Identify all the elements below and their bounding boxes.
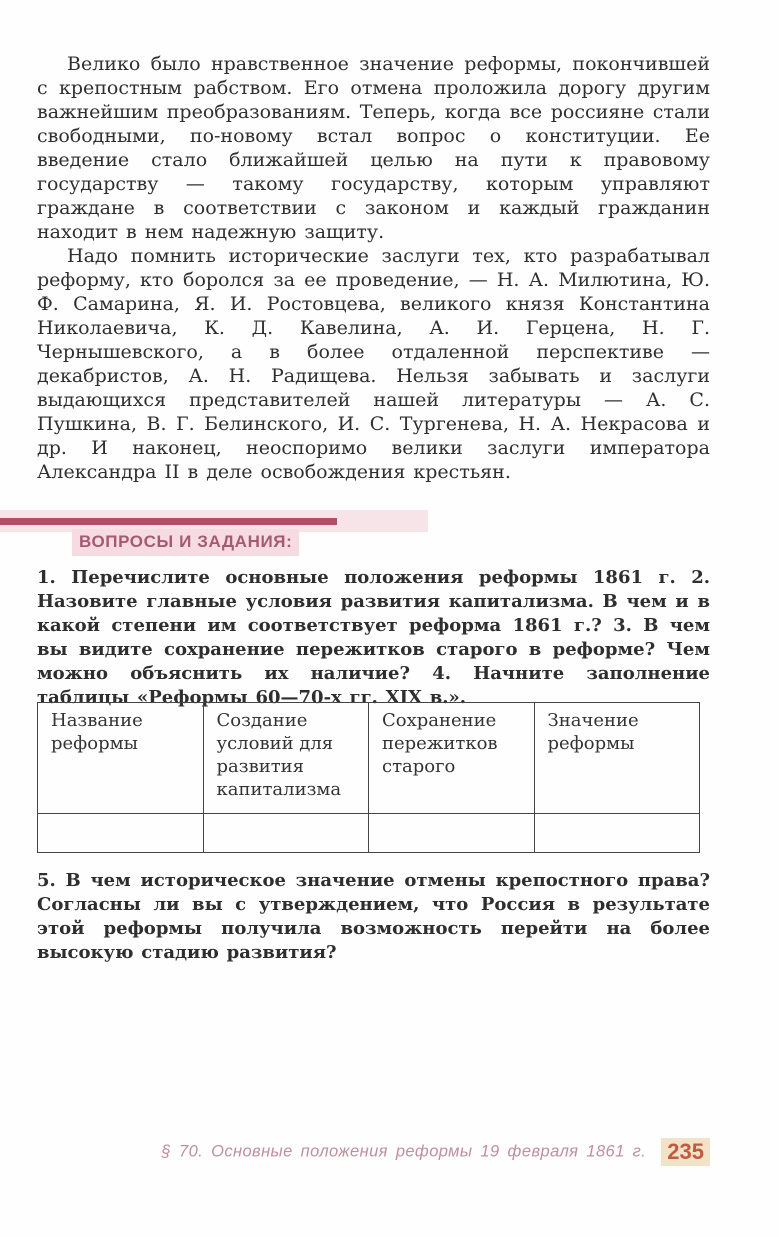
question-5: 5. В чем историческое значение отмены крепостного права? Согласны ли вы с утверждением, что Россия в результате этой реформы получила возможность перейти на более высокую стадию развития?	[37, 870, 710, 963]
running-section-title: § 70. Основные положения реформы 19 февраля 1861 г.	[161, 1142, 647, 1161]
table-empty-row	[38, 814, 700, 853]
questions-list: 1. Перечислите основные положения реформы 1861 г. 2. Назовите главные условия развития капитализма. В чем и в какой степени им соответствует реформа 1861 г.? 3. В чем вы видите сохранение пережитков старого в реформе? Чем можно объяснить их наличие? 4. Начните заполнение таблицы «Реформы 60—70-х гг. XIX в.».	[37, 567, 710, 708]
table-header-old-remnants: Сохранение пережитков старого	[369, 703, 535, 814]
table-header-reform-name: Название реформы	[38, 703, 204, 814]
table-empty-cell	[369, 814, 535, 853]
body-text-block	[37, 52, 710, 484]
table-empty-cell	[203, 814, 369, 853]
paragraph-reform-authors: Надо помнить исторические заслуги тех, кто разрабатывал реформу, кто боролся за ее проведение, — Н. А. Милютина, Ю. Ф. Самарина, Я. И. Ростовцева, великого князя Константина Николаевича, К. Д. Кавелина, А. И. Герцена, Н. Г. Чернышевского, а в более отдаленной перспективе — декабристов, А. Н. Радищева. Нельзя забывать и заслуги выдающихся представителей нашей литературы — А. С. Пушкина, В. Г. Белинского, И. С. Тургенева, Н. А. Некрасова и др. И наконец, неоспоримо велики заслуги императора Александра II в деле освобождения крестьян.	[37, 245, 710, 483]
section-divider-bar	[0, 518, 337, 525]
questions-heading: ВОПРОСЫ И ЗАДАНИЯ:	[72, 529, 299, 556]
reforms-table	[37, 702, 700, 853]
table-empty-cell	[38, 814, 204, 853]
table-header-capitalism-conditions: Создание условий для развития капитализма	[203, 703, 369, 814]
paragraph-reform-significance: Велико было нравственное значение реформы, покончившей с крепостным рабством. Его отмена проложила дорогу другим важнейшим преобразованиям. Теперь, когда все россияне стали свободными, по-новому встал вопрос о конституции. Ее введение стало ближайшей целью на пути к правовому государству — такому государству, которым управляют граждане в соответствии с законом и каждый гражданин находит в нем надежную защиту.	[37, 53, 710, 243]
page-number: 235	[661, 1138, 710, 1166]
table-header-row	[38, 703, 700, 814]
table-empty-cell	[534, 814, 700, 853]
page-footer	[37, 1138, 710, 1166]
table-header-reform-meaning: Значение реформы	[534, 703, 700, 814]
